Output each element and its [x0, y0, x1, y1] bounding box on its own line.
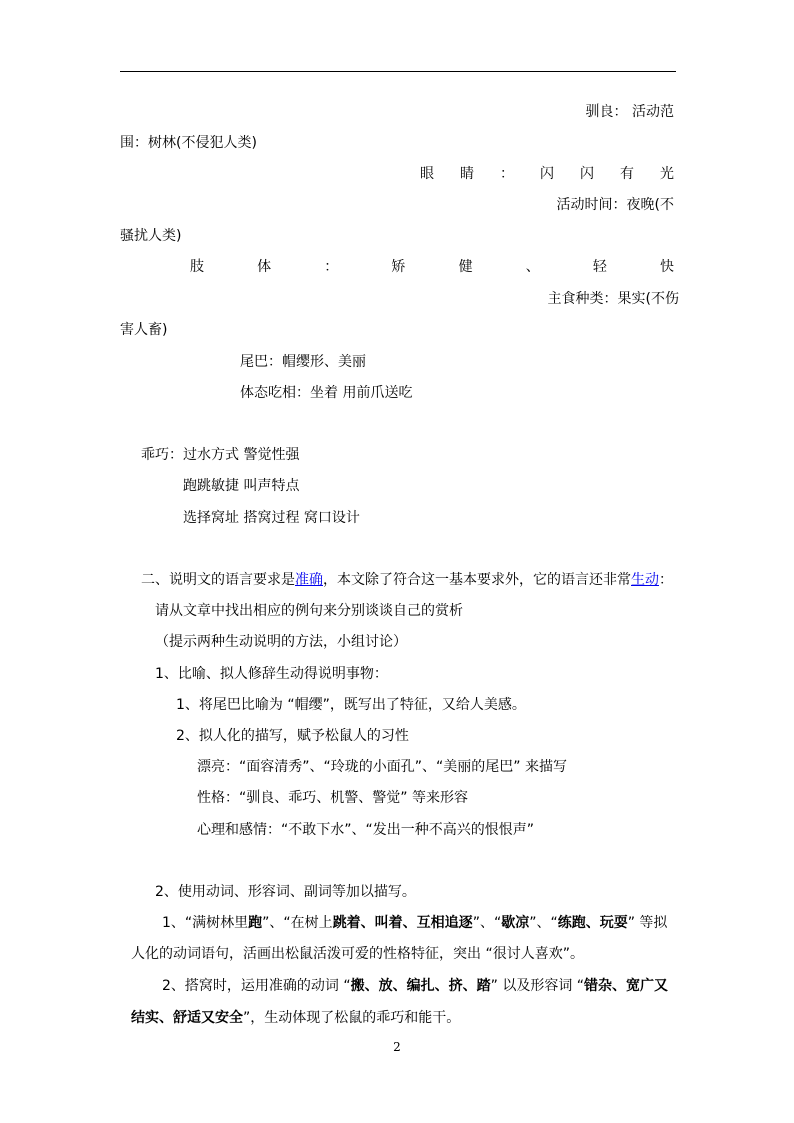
text-line: 围：树林(不侵犯人类) — [120, 135, 257, 151]
char: 光 — [660, 166, 674, 182]
char: ： — [324, 259, 339, 275]
text-line: 害人畜) — [120, 322, 168, 338]
text-line: 漂亮：“面容清秀”、“玲珑的小面孔”、“美丽的尾巴” 来描写 — [197, 759, 567, 775]
text-line: 乖巧：过水方式 警觉性强 — [141, 447, 300, 463]
char: 体 — [257, 259, 272, 275]
char: 健 — [458, 259, 473, 275]
text-run: ” 以及形容词 “ — [490, 978, 585, 994]
char: 闪 — [580, 166, 594, 182]
list-item: 2、使用动词、形容词、副词等加以描写。 — [155, 884, 416, 900]
text-run: 二、说明文的语言要求是 — [141, 572, 295, 588]
spread-line-eyes — [420, 164, 674, 184]
text-run: ”、“在树上 — [262, 915, 333, 931]
bold-run: 跑 — [248, 915, 263, 931]
section-intro — [141, 570, 673, 590]
list-item: 2、拟人化的描写，赋予松鼠人的习性 — [176, 728, 409, 744]
list-item: 1、比喻、拟人修辞生动得说明事物： — [155, 666, 388, 682]
text-line: 主食种类：果实(不伤 — [547, 291, 679, 307]
paragraph-line — [131, 1008, 460, 1028]
char: 闪 — [540, 166, 554, 182]
char: 矫 — [391, 259, 406, 275]
bold-run: 错杂、宽广又 — [584, 978, 669, 994]
text-line: 体态吃相：坐着 用前爪送吃 — [240, 385, 413, 401]
paragraph-line — [162, 976, 668, 996]
bold-run: 搬、放、编扎、挤、踏 — [350, 978, 491, 994]
char: 快 — [659, 259, 674, 275]
paragraph-line — [162, 913, 667, 933]
text-line: （提示两种生动说明的方法，小组讨论） — [155, 634, 407, 650]
text-line: 活动时间：夜晚(不 — [556, 197, 674, 213]
link-shengdong[interactable]: 生动 — [631, 572, 659, 588]
bold-run: 歇凉 — [501, 915, 530, 931]
text-run: ”、“ — [472, 915, 502, 931]
text-run: ”、“ — [529, 915, 558, 931]
header-rule — [120, 71, 676, 72]
char: 、 — [525, 259, 540, 275]
text-line: 跑跳敏捷 叫声特点 — [183, 478, 300, 494]
text-run: ” 等拟 — [627, 915, 668, 931]
page-number: 2 — [393, 1040, 401, 1054]
char: 眼 — [420, 166, 434, 182]
bold-run: 跳着、叫着、互相追逐 — [332, 915, 473, 931]
text-line: 心理和感情：“不敢下水”、“发出一种不高兴的恨恨声” — [197, 822, 535, 838]
char: ： — [500, 166, 514, 182]
text-line: 尾巴：帽缨形、美丽 — [240, 354, 366, 370]
bold-run: 结实、舒适又安全 — [131, 1010, 243, 1026]
text-run: 2、搭窝时，运用准确的动词 “ — [162, 978, 351, 994]
paragraph-line: 人化的动词语句，活画出松鼠活泼可爱的性格特征，突出 “很讨人喜欢”。 — [131, 946, 584, 962]
char: 轻 — [592, 259, 607, 275]
text-line: 驯良： 活动范 — [585, 104, 674, 120]
text-run: ，本文除了符合这一基本要求外，它的语言还非常 — [323, 572, 631, 588]
char: 睛 — [460, 166, 474, 182]
text-run: ”，生动体现了松鼠的乖巧和能干。 — [243, 1010, 461, 1026]
text-line: 选择窝址 搭窝过程 窝口设计 — [183, 510, 360, 526]
text-run: 1、“满树林里 — [162, 915, 249, 931]
link-zhunque[interactable]: 准确 — [295, 572, 323, 588]
bold-run: 练跑、玩耍 — [557, 915, 628, 931]
text-line: 性格：“驯良、乖巧、机警、警觉” 等来形容 — [197, 790, 468, 806]
list-item: 1、将尾巴比喻为 “帽缨”，既写出了特征，又给人美感。 — [176, 697, 526, 713]
char: 有 — [620, 166, 634, 182]
text-line: 请从文章中找出相应的例句来分别谈谈自己的赏析 — [155, 603, 463, 619]
text-line: 骚扰人类) — [120, 228, 182, 244]
text-run: ： — [659, 572, 673, 588]
char: 肢 — [190, 259, 204, 275]
spread-line-body — [190, 257, 674, 277]
